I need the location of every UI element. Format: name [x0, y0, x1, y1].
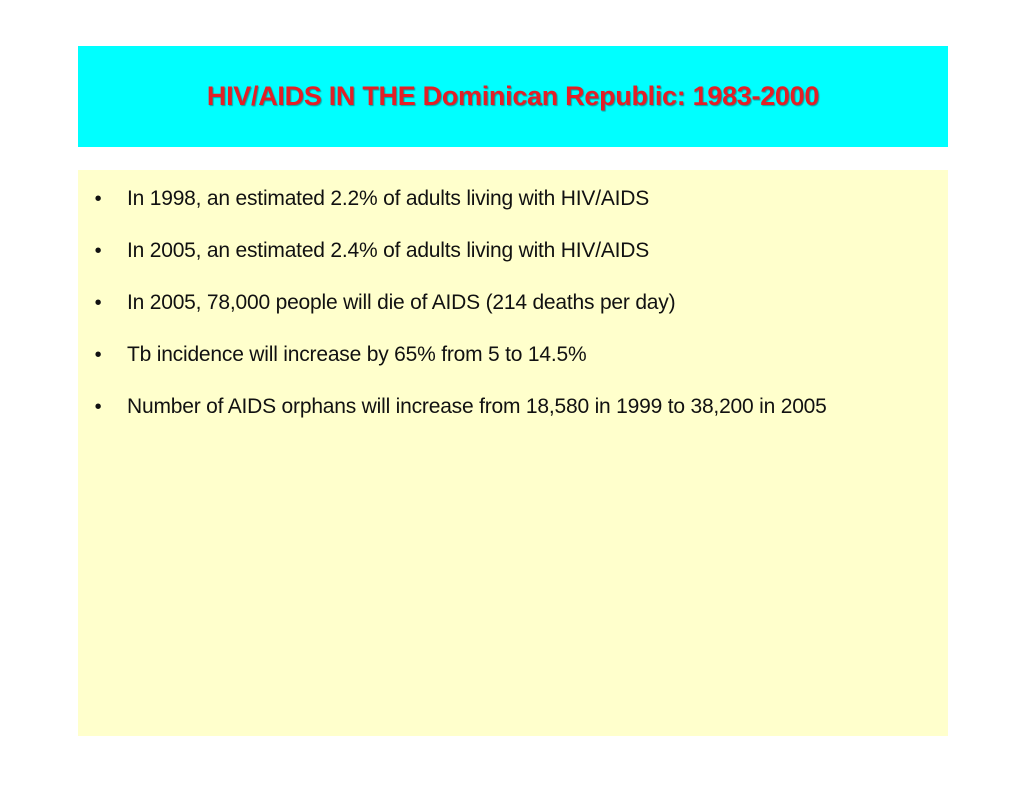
bullet-icon: •: [94, 292, 102, 314]
bullet-item: [78, 388, 934, 426]
content-panel: [78, 170, 948, 736]
bullet-text: In 1998, an estimated 2.2% of adults living with HIV/AIDS: [127, 187, 650, 210]
slide-title: HIV/AIDS IN THE Dominican Republic: 1983-2000: [206, 81, 820, 111]
title-banner: [78, 46, 948, 147]
bullet-item: [78, 336, 934, 374]
bullet-text: Tb incidence will increase by 65% from 5 to 14.5%: [127, 343, 587, 366]
bullet-icon: •: [94, 240, 102, 262]
bullet-item: [78, 180, 934, 218]
bullet-icon: •: [94, 396, 102, 418]
bullet-list: [78, 170, 948, 426]
bullet-item: [78, 284, 934, 322]
bullet-icon: •: [94, 188, 102, 210]
bullet-icon: •: [94, 344, 102, 366]
bullet-text: In 2005, an estimated 2.4% of adults living with HIV/AIDS: [127, 239, 650, 262]
bullet-item: [78, 232, 934, 270]
bullet-text: In 2005, 78,000 people will die of AIDS (214 deaths per day): [127, 291, 676, 314]
bullet-text: Number of AIDS orphans will increase from 18,580 in 1999 to 38,200 in 2005: [127, 395, 827, 418]
